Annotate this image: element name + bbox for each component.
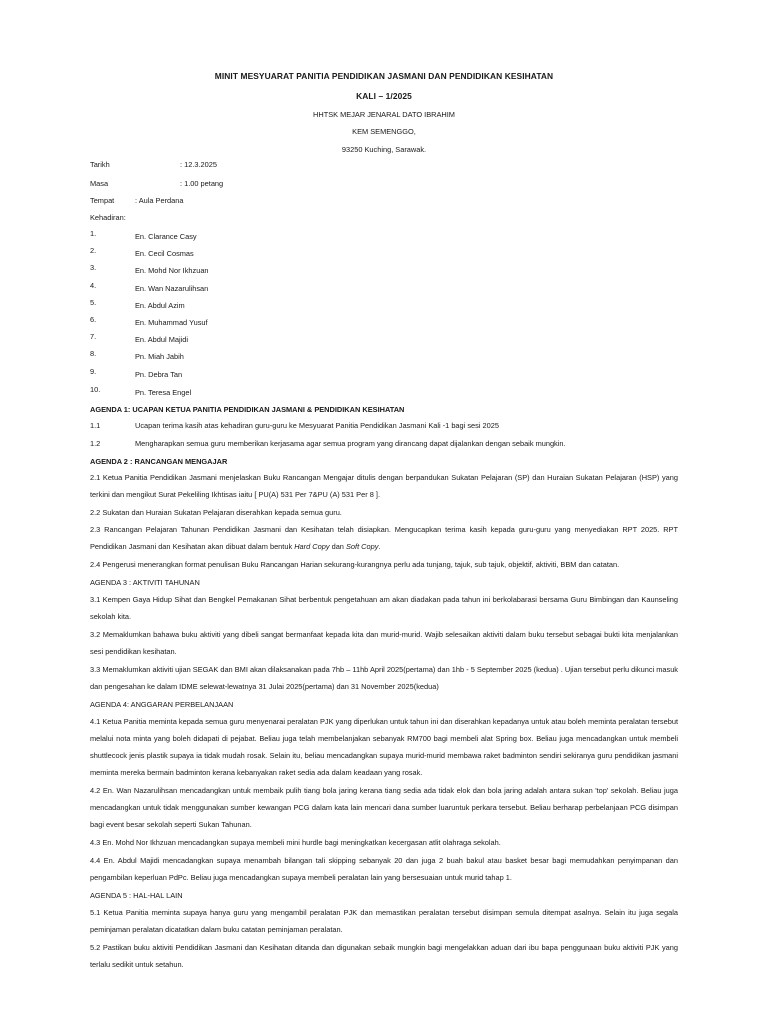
attendee-name: En. Mohd Nor Ikhzuan	[135, 266, 209, 275]
agenda3-paragraph: 3.1 Kempen Gaya Hidup Sihat dan Bengkel Pemakanan Sihat berbentuk pengetahuan am akan diadakan pada tahun ini berkolabarasi bersama Guru Bimbingan dan Kaunseling sekolah kita.	[90, 595, 678, 621]
agenda4-paragraph: 4.3 En. Mohd Nor Ikhzuan mencadangkan supaya membeli mini hurdle bagi meningkatkan kecergasan atlit olahraga sekolah.	[90, 838, 501, 847]
agenda1-item-number: 1.1	[90, 421, 101, 430]
document-title: MINIT MESYUARAT PANITIA PENDIDIKAN JASMANI DAN PENDIDIKAN KESIHATAN	[214, 71, 554, 81]
date-label: Tarikh	[90, 160, 110, 169]
attendee-number: 7.	[90, 332, 97, 341]
attendee-name: Pn. Miah Jabih	[135, 352, 184, 361]
agenda1-item-number: 1.2	[90, 439, 101, 448]
place-label: Tempat	[90, 196, 115, 205]
attendee-number: 1.	[90, 229, 97, 238]
attendee-name: En. Muhammad Yusuf	[135, 318, 208, 327]
attendee-number: 5.	[90, 298, 97, 307]
time-label: Masa	[90, 179, 109, 188]
agenda2-p3-text: 2.3 Rancangan Pelajaran Tahunan Pendidikan Jasmani dan Kesihatan telah disiapkan. Mengucapkan terima kasih kepada guru-guru yang menyediakan RPT 2025. RPT Pendidikan Jasmani dan Kesihatan akan dibuat dalam bentuk	[90, 525, 678, 551]
attendee-name: En. Abdul Majidi	[135, 335, 188, 344]
agenda2-paragraph	[90, 521, 678, 555]
time-value: : 1.00 petang	[180, 179, 224, 188]
agenda5-paragraph: 5.1 Ketua Panitia meminta supaya hanya guru yang mengambil peralatan PJK dan memastikan peralatan tersebut disimpan semula ditempat asalnya. Selain itu juga segala peminjaman peralatan dicatatkan dalam buku catatan peminjaman peralatan.	[90, 908, 678, 934]
soft-copy-term: Soft Copy	[345, 542, 379, 551]
agenda1-item-text: Ucapan terima kasih atas kehadiran guru-guru ke Mesyuarat Panitia Pendidikan Jasmani Kali -1 bagi sesi 2025	[135, 421, 499, 430]
agenda2-p3-end: .	[378, 542, 381, 551]
agenda4-paragraph: 4.4 En. Abdul Majidi mencadangkan supaya menambah bilangan tali skipping sebanyak 20 dan juga 2 buah bakul atau basket besar bagi memudahkan penyimpanan dan pengambilan keperluan PdPc. Beliau juga mencadangkan supaya membeli peralatan lain yang bersesuaian untuk murid tahap 1.	[90, 856, 678, 882]
attendee-number: 2.	[90, 246, 97, 255]
agenda4-paragraph: 4.2 En. Wan Nazarulihsan mencadangkan untuk membaik pulih tiang bola jaring kerana tiang sedia ada tidak elok dan bola jaring adalah antara sukan 'top' sekolah. Beliau juga mencadangkan untuk tidak menggunakan sumber kewangan PCG dalam kata lain mencari dana sumber luaruntuk perkara tersebut. Beliau berharap perbelanjaan PCG disimpan bagi event besar sekolah seperti Sukan Tahunan.	[90, 786, 678, 829]
agenda2-paragraph: 2.1 Ketua Panitia Pendidikan Jasmani menjelaskan Buku Rancangan Mengajar ditulis dengan berpandukan Sukatan Pelajaran (SP) dan Huraian Sukatan Pelajaran (HSP) yang terkini dan mengikut Surat Pekeliling Ikhtisas iaitu [ PU(A) 531 Per 7&PU (A) 531 Per 8 ].	[90, 473, 678, 499]
attendee-name: En. Clarance Casy	[135, 232, 197, 241]
place-value: : Aula Perdana	[135, 196, 184, 205]
attendee-number: 8.	[90, 349, 97, 358]
attendee-number: 3.	[90, 263, 97, 272]
attendee-name: Pn. Debra Tan	[135, 370, 183, 379]
agenda2-heading: AGENDA 2 : RANCANGAN MENGAJAR	[90, 457, 228, 466]
attendee-number: 6.	[90, 315, 97, 324]
school-name: HHTSK MEJAR JENARAL DATO IBRAHIM	[313, 110, 455, 119]
agenda3-heading: AGENDA 3 : AKTIVITI TAHUNAN	[90, 578, 200, 587]
school-camp: KEM SEMENGGO,	[352, 127, 416, 136]
agenda2-paragraph: 2.4 Pengerusi menerangkan format penulisan Buku Rancangan Harian sekurang-kurangnya perlu ada tunjang, tajuk, sub tajuk, objektif, aktiviti, BBM dan catatan.	[90, 560, 620, 569]
agenda1-heading: AGENDA 1: UCAPAN KETUA PANITIA PENDIDIKAN JASMANI & PENDIDIKAN KESIHATAN	[90, 405, 405, 414]
agenda3-paragraph: 3.2 Memaklumkan bahawa buku aktiviti yang dibeli sangat bermanfaat kepada kita dan murid-murid. Wajib selesaikan aktiviti dalam buku tersebut sebagai bukti kita menjalankan sesi pendidikan kesihatan.	[90, 630, 678, 656]
attendee-name: Pn. Teresa Engel	[135, 388, 192, 397]
agenda2-p3-and: dan	[329, 542, 346, 551]
agenda4-paragraph: 4.1 Ketua Panitia meminta kepada semua guru menyenarai peralatan PJK yang diperlukan untuk tahun ini dan diserahkan kepadanya untuk atau boleh meminta peralatan tersebut melalui nota minta yang boleh didapati di pejabat. Beliau juga telah membelanjakan sebanyak RM700 bagi membeli alat Spring box. Beliau juga mencadangkan untuk membeli shuttlecock jenis plastik supaya ia tidak mudah rosak. Selain itu, beliau mencadangkan supaya murid-murid membawa raket badminton sendiri sekiranya guru pendidikan jasmani meminta mereka bermain badminton kerana kebanyakan raket sedia ada dalam keadaan yang rosak.	[90, 717, 678, 777]
attendance-label: Kehadiran:	[90, 213, 126, 222]
school-address: 93250 Kuching, Sarawak.	[341, 145, 427, 154]
agenda1-item-text: Mengharapkan semua guru memberikan kerjasama agar semua program yang dirancang dapat dijalankan dengan sebaik mungkin.	[135, 439, 566, 448]
date-value: : 12.3.2025	[180, 160, 217, 169]
agenda5-paragraph: 5.2 Pastikan buku aktiviti Pendidikan Jasmani dan Kesihatan ditanda dan digunakan sebaik mungkin bagi mengelakkan aduan dari ibu bapa penggunaan buku aktiviti PJK yang terlalu sedikit untuk setahun.	[90, 943, 678, 969]
agenda3-paragraph: 3.3 Memaklumkan aktiviti ujian SEGAK dan BMI akan dilaksanakan pada 7hb – 11hb April 2025(pertama) dan 1hb - 5 September 2025 (kedua) . Ujian tersebut perlu dikunci masuk dan pengesahan ke dalam IDME selewat-lewatnya 31 Julai 2025(pertama) dan 31 November 2025(kedua)	[90, 665, 678, 691]
hard-copy-term: Hard Copy	[294, 542, 330, 551]
attendee-name: En. Abdul Azim	[135, 301, 185, 310]
attendee-number: 4.	[90, 281, 97, 290]
agenda5-heading: AGENDA 5 : HAL-HAL LAIN	[90, 891, 183, 900]
attendee-number: 9.	[90, 367, 97, 376]
meeting-session: KALI – 1/2025	[356, 91, 412, 101]
attendee-name: En. Wan Nazarulihsan	[135, 284, 209, 293]
agenda2-paragraph: 2.2 Sukatan dan Huraian Sukatan Pelajaran diserahkan kepada semua guru.	[90, 508, 342, 517]
attendee-name: En. Cecil Cosmas	[135, 249, 194, 258]
agenda4-heading: AGENDA 4: ANGGARAN PERBELANJAAN	[90, 700, 234, 709]
attendee-number: 10.	[90, 385, 101, 394]
